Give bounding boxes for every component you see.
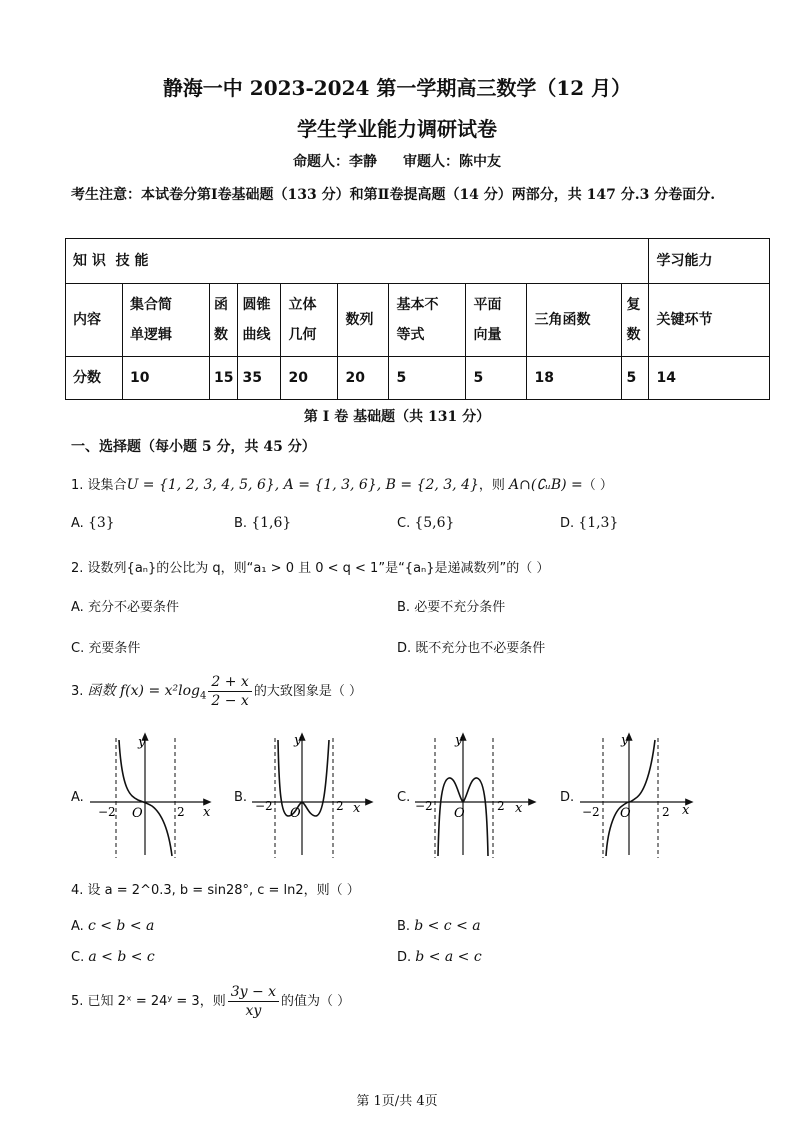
table-cell: 15 — [210, 357, 238, 400]
table-cell: 复 数 — [622, 284, 649, 357]
table-cell: 数列 — [338, 284, 389, 357]
question-1: 1. 设集合U = {1, 2, 3, 4, 5, 6}, A = {1, 3, 6}, B = {2, 3, 4}，则 A∩(∁ᵤB) =（ ） — [71, 477, 613, 493]
q3-option-a-label[interactable]: A. — [71, 790, 84, 805]
q1-option-a[interactable]: A. {3} — [71, 515, 115, 531]
row-label: 内容 — [66, 284, 123, 357]
group-knowledge: 知 识 技 能 — [66, 239, 649, 284]
table-cell: 圆锥 曲线 — [238, 284, 281, 357]
question-2: 2. 设数列{aₙ}的公比为 q，则“a₁ > 0 且 0 < q < 1”是“{aₙ}是递减数列”的（ ） — [71, 561, 550, 576]
svg-text:y: y — [621, 733, 629, 748]
svg-text:O: O — [454, 806, 465, 821]
table-cell: 5 — [389, 357, 466, 400]
q2-option-d[interactable]: D. 既不充分也不必要条件 — [397, 641, 546, 656]
table-cell: 18 — [527, 357, 622, 400]
table-row — [66, 357, 770, 400]
svg-text:y: y — [294, 733, 302, 748]
table-cell: 14 — [649, 357, 770, 400]
table-cell: 35 — [238, 357, 281, 400]
q3-option-c-label[interactable]: C. — [397, 790, 411, 805]
svg-text:−2: −2 — [98, 805, 116, 819]
q4-option-d[interactable]: D. b < a < c — [397, 949, 482, 965]
row-label: 分数 — [66, 357, 123, 400]
q3-option-b-label[interactable]: B. — [234, 790, 248, 805]
exam-title: 静海一中 2023-2024 第一学期高三数学（12 月） — [162, 76, 632, 100]
function-curve — [278, 740, 329, 816]
svg-text:O: O — [132, 806, 143, 821]
svg-text:y: y — [138, 735, 146, 750]
authors-line — [0, 151, 794, 171]
svg-text:x: x — [203, 805, 211, 820]
svg-text:2: 2 — [177, 805, 185, 819]
table-cell: 5 — [622, 357, 649, 400]
svg-text:x: x — [353, 801, 361, 816]
question-4: 4. 设 a = 2^0.3, b = sin28°, c = ln2，则（ ） — [71, 883, 360, 898]
table-cell: 10 — [123, 357, 210, 400]
group-ability: 学习能力 — [649, 239, 770, 284]
svg-text:−2: −2 — [582, 805, 600, 819]
table-cell: 20 — [281, 357, 338, 400]
q1-option-b[interactable]: B. {1,6} — [234, 515, 292, 531]
graph-option-c[interactable] — [413, 730, 543, 860]
exam-notice: 考生注意：本试卷分第Ⅰ卷基础题（133 分）和第Ⅱ卷提高题（14 分）两部分，共 147 分.3 分卷面分. — [71, 187, 716, 203]
graph-option-b[interactable] — [250, 730, 380, 860]
svg-text:x: x — [682, 803, 690, 818]
table-cell: 函 数 — [210, 284, 238, 357]
question-3: 3. 函数 $f(x) = x^2\log_4$ $\frac{2 + x}{2 - x}$ 的大致图象是（ ） — [71, 674, 362, 709]
svg-text:2: 2 — [497, 799, 505, 813]
q4-option-c[interactable]: C. a < b < c — [71, 949, 155, 965]
table-cell: 5 — [466, 357, 527, 400]
table-cell: 20 — [338, 357, 389, 400]
svg-text:x: x — [515, 801, 523, 816]
function-curve — [606, 740, 655, 856]
q2-option-a[interactable]: A. 充分不必要条件 — [71, 600, 179, 615]
q4-option-b[interactable]: B. b < c < a — [397, 918, 481, 934]
svg-text:O: O — [290, 806, 301, 821]
section-title: 第 I 卷 基础题（共 131 分） — [303, 409, 491, 425]
exam-subtitle: 学生学业能力调研试卷 — [297, 117, 497, 141]
table-cell: 关键环节 — [649, 284, 770, 357]
table-cell: 基本不 等式 — [389, 284, 466, 357]
svg-text:2: 2 — [662, 805, 670, 819]
question-5: 5. 已知 2ˣ = 24ʸ = 3，则 $\frac{3y - x}{xy}$ 的值为（ ） — [71, 984, 351, 1019]
setter: 命题人：李静 — [293, 154, 377, 170]
q4-option-a[interactable]: A. c < b < a — [71, 918, 155, 934]
q2-option-c[interactable]: C. 充要条件 — [71, 641, 141, 656]
table-cell: 立体 几何 — [281, 284, 338, 357]
table-cell: 集合简 单逻辑 — [123, 284, 210, 357]
graph-option-a[interactable] — [88, 730, 218, 860]
page-footer: 第 1页/共 4页 — [356, 1094, 438, 1109]
svg-text:−2: −2 — [255, 799, 273, 813]
svg-text:O: O — [620, 806, 631, 821]
table-row — [66, 284, 770, 357]
svg-text:y: y — [455, 733, 463, 748]
graph-option-d[interactable] — [578, 730, 708, 860]
q2-option-b[interactable]: B. 必要不充分条件 — [397, 600, 506, 615]
svg-text:−2: −2 — [415, 799, 433, 813]
table-cell: 三角函数 — [527, 284, 622, 357]
part-title: 一、选择题（每小题 5 分，共 45 分） — [71, 439, 316, 455]
reviewer: 审题人：陈中友 — [403, 154, 501, 170]
svg-text:2: 2 — [336, 799, 344, 813]
q1-option-d[interactable]: D. {1,3} — [560, 515, 619, 531]
table-cell: 平面 向量 — [466, 284, 527, 357]
score-table — [65, 238, 770, 400]
table-row — [66, 239, 770, 284]
q1-option-c[interactable]: C. {5,6} — [397, 515, 455, 531]
q3-option-d-label[interactable]: D. — [560, 790, 575, 805]
